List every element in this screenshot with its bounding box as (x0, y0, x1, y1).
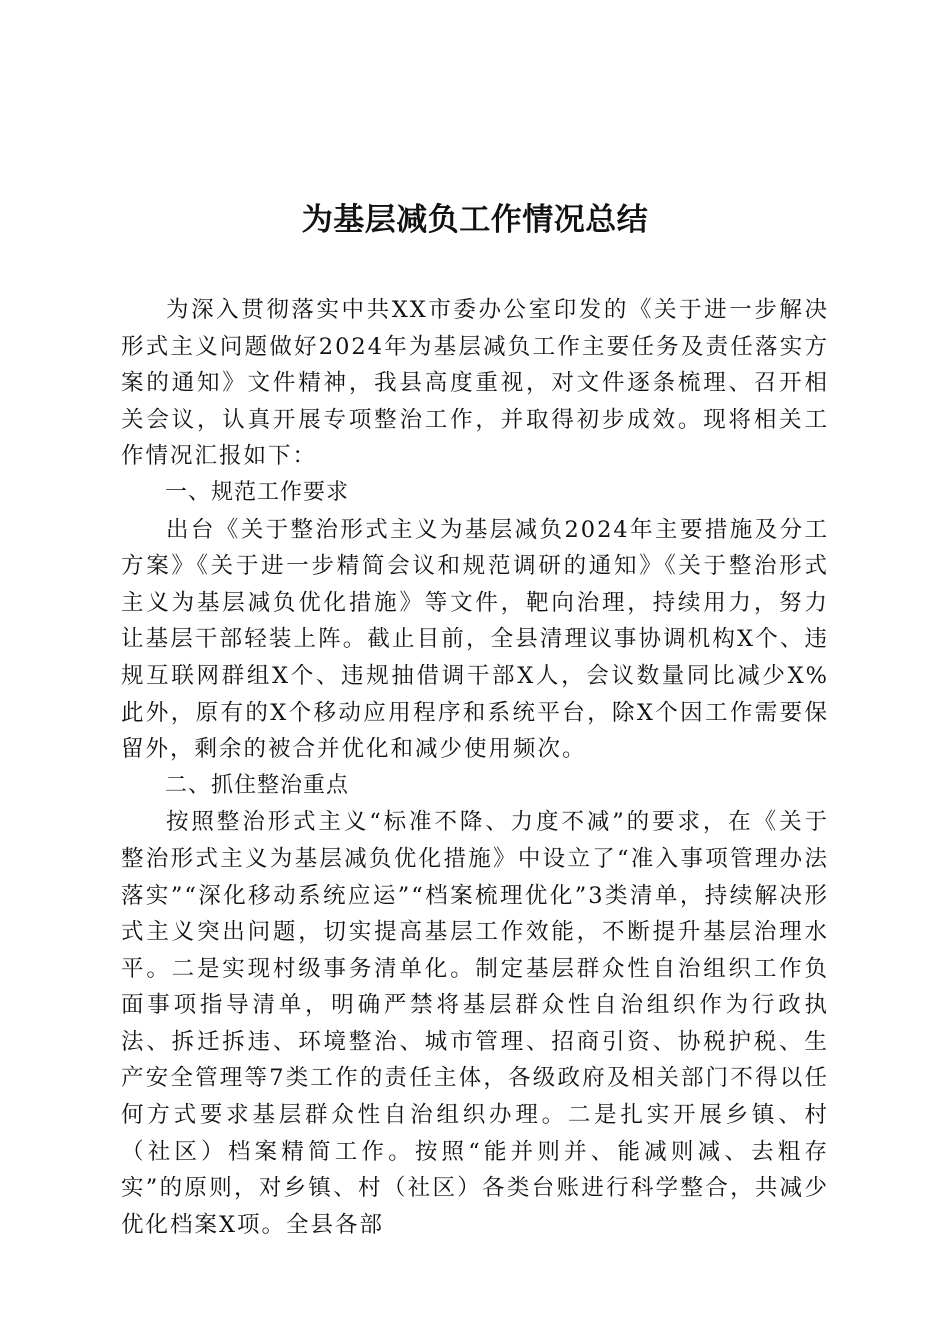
document-body (121, 292, 829, 1243)
document-title: 为基层减负工作情况总结 (301, 202, 649, 238)
section-2-paragraph: 按照整治形式主义“标准不降、力度不减”的要求，在《关于整治形式主义为基层减负优化措施》中设立了“准入事项管理办法落实”“深化移动系统应运”“档案梳理优化”3类清单，持续解决形式主义突出问题，切实提高基层工作效能，不断提升基层治理水平。二是实现村级事务清单化。制定基层群众性自治组织工作负面事项指导清单，明确严禁将基层群众性自治组织作为行政执法、拆迁拆违、环境整治、城市管理、招商引资、协税护税、生产安全管理等7类工作的责任主体，各级政府及相关部门不得以任何方式要求基层群众性自治组织办理。二是扎实开展乡镇、村（社区）档案精简工作。按照“能并则并、能减则减、去粗存实”的原则，对乡镇、村（社区）各类台账进行科学整合，共减少优化档案X项。全县各部 (121, 809, 829, 1238)
section-heading-2: 二、抓住整治重点 (165, 772, 350, 798)
section-heading-1: 一、规范工作要求 (165, 479, 350, 505)
intro-paragraph: 为深入贯彻落实中共XX市委办公室印发的《关于进一步解决形式主义问题做好2024年为基层减负工作主要任务及责任落实方案的通知》文件精神，我县高度重视，对文件逐条梳理、召开相关会议，认真开展专项整治工作，并取得初步成效。现将相关工作情况汇报如下： (121, 297, 829, 470)
section-1-paragraph: 出台《关于整治形式主义为基层减负2024年主要措施及分工方案》《关于进一步精简会议和规范调研的通知》《关于整治形式主义为基层减负优化措施》等文件，靶向治理，持续用力，努力让基层干部轻装上阵。截止目前，全县清理议事协调机构X个、违规互联网群组X个、违规抽借调干部X人，会议数量同比减少X%此外，原有的X个移动应用程序和系统平台，除X个因工作需要保留外，剩余的被合并优化和减少使用频次。 (121, 516, 829, 763)
